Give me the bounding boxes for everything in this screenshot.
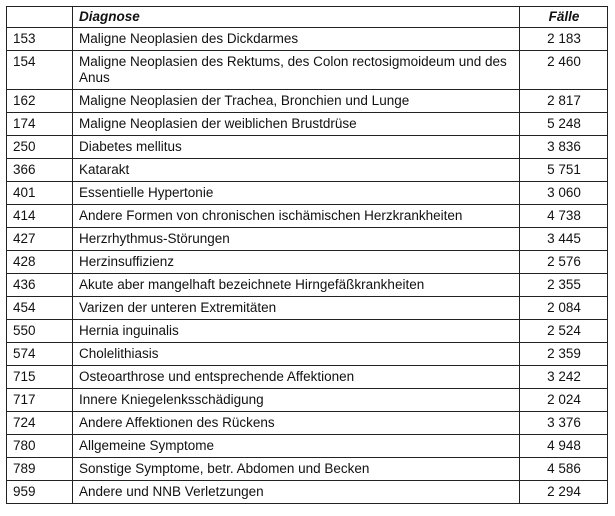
case-count: 3 376 [520, 412, 608, 435]
diagnosis-label: Cholelithiasis [73, 343, 520, 366]
table-row [7, 297, 608, 320]
diagnosis-code: 789 [7, 458, 73, 481]
diagnosis-code: 366 [7, 159, 73, 182]
diagnosis-label: Maligne Neoplasien des Rektums, des Colon rectosigmoideum und des Anus [73, 51, 520, 90]
case-count: 2 355 [520, 274, 608, 297]
case-count: 2 183 [520, 28, 608, 51]
table-row [7, 251, 608, 274]
table-row [7, 205, 608, 228]
diagnosis-label: Essentielle Hypertonie [73, 182, 520, 205]
table-row [7, 320, 608, 343]
table-row [7, 90, 608, 113]
case-count: 4 948 [520, 435, 608, 458]
case-count: 3 242 [520, 366, 608, 389]
diagnosis-label: Akute aber mangelhaft bezeichnete Hirngefäßkrankheiten [73, 274, 520, 297]
diagnosis-code: 550 [7, 320, 73, 343]
table-row [7, 366, 608, 389]
case-count: 3 836 [520, 136, 608, 159]
diagnosis-label: Varizen der unteren Extremitäten [73, 297, 520, 320]
table-row [7, 113, 608, 136]
case-count: 4 738 [520, 205, 608, 228]
diagnosis-label: Herzrhythmus-Störungen [73, 228, 520, 251]
diagnosis-code: 724 [7, 412, 73, 435]
case-count: 2 817 [520, 90, 608, 113]
diagnosis-label: Maligne Neoplasien der Trachea, Bronchien und Lunge [73, 90, 520, 113]
case-count: 2 576 [520, 251, 608, 274]
diagnosis-column-header: Diagnose [73, 7, 520, 28]
case-count: 2 024 [520, 389, 608, 412]
diagnosis-label: Andere und NNB Verletzungen [73, 481, 520, 504]
table-row [7, 481, 608, 504]
diagnosis-label: Hernia inguinalis [73, 320, 520, 343]
diagnosis-label: Katarakt [73, 159, 520, 182]
case-count: 5 751 [520, 159, 608, 182]
table-row [7, 458, 608, 481]
diagnosis-code: 174 [7, 113, 73, 136]
table-row [7, 389, 608, 412]
table-row [7, 435, 608, 458]
case-count: 2 460 [520, 51, 608, 90]
diagnosis-label: Innere Kniegelenksschädigung [73, 389, 520, 412]
cases-column-header: Fälle [520, 7, 608, 28]
diagnosis-label: Sonstige Symptome, betr. Abdomen und Becken [73, 458, 520, 481]
diagnosis-code: 780 [7, 435, 73, 458]
diagnosis-code: 153 [7, 28, 73, 51]
diagnosis-code: 574 [7, 343, 73, 366]
case-count: 3 060 [520, 182, 608, 205]
diagnosis-code: 154 [7, 51, 73, 90]
diagnosis-code: 428 [7, 251, 73, 274]
diagnosis-code: 454 [7, 297, 73, 320]
header-row [7, 7, 608, 28]
case-count: 3 445 [520, 228, 608, 251]
diagnosis-label: Maligne Neoplasien der weiblichen Brustdrüse [73, 113, 520, 136]
table-row [7, 274, 608, 297]
case-count: 5 248 [520, 113, 608, 136]
case-count: 2 084 [520, 297, 608, 320]
diagnosis-code: 250 [7, 136, 73, 159]
diagnosis-label: Herzinsuffizienz [73, 251, 520, 274]
diagnosis-label: Andere Formen von chronischen ischämischen Herzkrankheiten [73, 205, 520, 228]
case-count: 2 359 [520, 343, 608, 366]
diagnosis-table [6, 6, 608, 504]
case-count: 2 524 [520, 320, 608, 343]
diagnosis-code: 414 [7, 205, 73, 228]
table-row [7, 228, 608, 251]
table-row [7, 182, 608, 205]
diagnosis-code: 715 [7, 366, 73, 389]
table-body [7, 28, 608, 504]
diagnosis-label: Diabetes mellitus [73, 136, 520, 159]
table-row [7, 51, 608, 90]
table-row [7, 136, 608, 159]
diagnosis-label: Andere Affektionen des Rückens [73, 412, 520, 435]
table-row [7, 28, 608, 51]
diagnosis-code: 717 [7, 389, 73, 412]
diagnosis-label: Allgemeine Symptome [73, 435, 520, 458]
diagnosis-code: 959 [7, 481, 73, 504]
diagnosis-code: 401 [7, 182, 73, 205]
code-column-header [7, 7, 73, 28]
diagnosis-code: 436 [7, 274, 73, 297]
case-count: 2 294 [520, 481, 608, 504]
diagnosis-label: Maligne Neoplasien des Dickdarmes [73, 28, 520, 51]
table-row [7, 343, 608, 366]
table-row [7, 412, 608, 435]
diagnosis-label: Osteoarthrose und entsprechende Affektionen [73, 366, 520, 389]
diagnosis-code: 162 [7, 90, 73, 113]
case-count: 4 586 [520, 458, 608, 481]
table-row [7, 159, 608, 182]
diagnosis-code: 427 [7, 228, 73, 251]
